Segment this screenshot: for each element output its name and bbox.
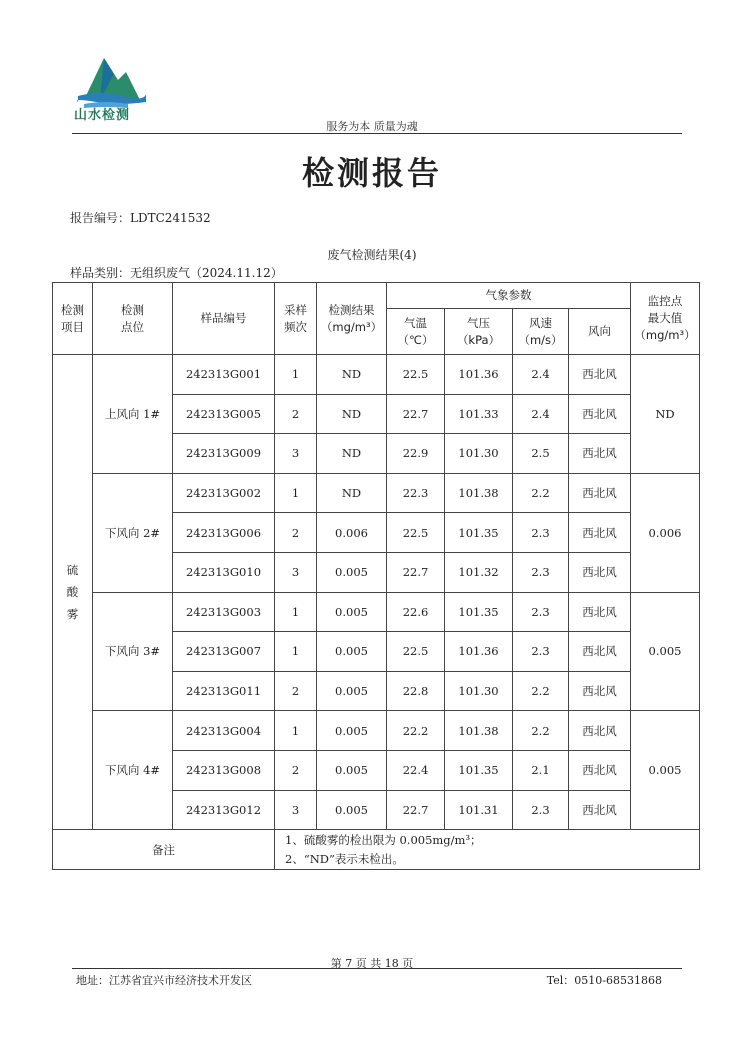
wind-speed-cell: 2.2 <box>513 671 569 711</box>
footer-tel: Tel：0510-68531868 <box>546 974 662 987</box>
result-cell: 0.006 <box>317 513 387 553</box>
wind-speed-cell: 2.3 <box>513 552 569 592</box>
notes-content <box>275 830 700 870</box>
point-cell: 上风向 1# <box>93 355 173 474</box>
wind-dir-cell: 西北风 <box>569 671 631 711</box>
point-cell: 下风向 2# <box>93 473 173 592</box>
frequency-cell: 2 <box>275 513 317 553</box>
table-title: 废气检测结果(4) <box>327 248 417 262</box>
result-cell: ND <box>317 355 387 395</box>
result-cell: 0.005 <box>317 711 387 751</box>
header-frequency: 采样 频次 <box>275 283 317 355</box>
pressure-cell: 101.33 <box>445 394 513 434</box>
sample-no-cell: 242313G005 <box>173 394 275 434</box>
page-title: 检测报告 <box>301 154 442 192</box>
temp-cell: 22.5 <box>387 355 445 395</box>
pressure-cell: 101.35 <box>445 513 513 553</box>
wind-speed-cell: 2.3 <box>513 632 569 672</box>
point-cell: 下风向 3# <box>93 592 173 711</box>
temp-cell: 22.2 <box>387 711 445 751</box>
pressure-cell: 101.38 <box>445 711 513 751</box>
pressure-cell: 101.36 <box>445 355 513 395</box>
sample-no-cell: 242313G008 <box>173 750 275 790</box>
sample-category: 样品类别：无组织废气（2024.11.12） <box>70 266 283 280</box>
footer-divider <box>72 968 682 969</box>
header-temp: 气温 （℃） <box>387 309 445 355</box>
report-number <box>70 209 211 226</box>
sample-no-cell: 242313G004 <box>173 711 275 751</box>
pressure-cell: 101.30 <box>445 671 513 711</box>
wind-speed-cell: 2.4 <box>513 355 569 395</box>
note-line: 2、“ND”表示未检出。 <box>285 851 404 866</box>
frequency-cell: 1 <box>275 592 317 632</box>
sample-no-cell: 242313G011 <box>173 671 275 711</box>
report-number-value: LDTC241532 <box>130 211 211 225</box>
result-cell: 0.005 <box>317 750 387 790</box>
header-point: 检测 点位 <box>93 283 173 355</box>
pressure-cell: 101.35 <box>445 750 513 790</box>
wind-dir-cell: 西北风 <box>569 355 631 395</box>
temp-cell: 22.7 <box>387 394 445 434</box>
sample-no-cell: 242313G007 <box>173 632 275 672</box>
point-cell: 下风向 4# <box>93 711 173 830</box>
report-number-label: 报告编号： <box>70 211 131 225</box>
sample-no-cell: 242313G009 <box>173 434 275 474</box>
max-cell: 0.005 <box>631 711 700 830</box>
wind-dir-cell: 西北风 <box>569 790 631 830</box>
wind-speed-cell: 2.5 <box>513 434 569 474</box>
temp-cell: 22.9 <box>387 434 445 474</box>
frequency-cell: 3 <box>275 790 317 830</box>
logo-text: 山水检测 <box>74 108 131 123</box>
temp-cell: 22.7 <box>387 790 445 830</box>
wind-dir-cell: 西北风 <box>569 632 631 672</box>
motto: 服务为本 质量为魂 <box>326 120 418 133</box>
sample-no-cell: 242313G001 <box>173 355 275 395</box>
header-divider <box>72 133 682 134</box>
pollutant-cell: 硫 酸 雾 <box>53 355 93 830</box>
temp-cell: 22.5 <box>387 632 445 672</box>
pressure-cell: 101.35 <box>445 592 513 632</box>
frequency-cell: 1 <box>275 355 317 395</box>
frequency-cell: 2 <box>275 750 317 790</box>
sample-no-cell: 242313G010 <box>173 552 275 592</box>
page-number: 第 7 页 共 18 页 <box>330 957 414 970</box>
temp-cell: 22.8 <box>387 671 445 711</box>
max-cell: 0.005 <box>631 592 700 711</box>
wind-speed-cell: 2.3 <box>513 513 569 553</box>
frequency-cell: 3 <box>275 434 317 474</box>
table-body <box>53 355 700 870</box>
result-cell: 0.005 <box>317 552 387 592</box>
table-row <box>53 592 700 632</box>
notes-row <box>53 830 700 870</box>
sample-no-cell: 242313G006 <box>173 513 275 553</box>
table-row <box>53 355 700 395</box>
header-result: 检测结果 （mg/m³） <box>317 283 387 355</box>
wind-speed-cell: 2.3 <box>513 790 569 830</box>
sample-no-cell: 242313G012 <box>173 790 275 830</box>
table-row <box>53 473 700 513</box>
header-item: 检测 项目 <box>53 283 93 355</box>
header-sample-no: 样品编号 <box>173 283 275 355</box>
header-meteo: 气象参数 <box>387 283 631 309</box>
frequency-cell: 2 <box>275 671 317 711</box>
temp-cell: 22.5 <box>387 513 445 553</box>
frequency-cell: 1 <box>275 711 317 751</box>
max-cell: 0.006 <box>631 473 700 592</box>
wind-speed-cell: 2.2 <box>513 711 569 751</box>
footer-address: 地址：江苏省宜兴市经济技术开发区 <box>76 974 252 987</box>
wind-dir-cell: 西北风 <box>569 513 631 553</box>
wind-dir-cell: 西北风 <box>569 394 631 434</box>
pressure-cell: 101.36 <box>445 632 513 672</box>
temp-cell: 22.6 <box>387 592 445 632</box>
temp-cell: 22.4 <box>387 750 445 790</box>
notes-label: 备注 <box>53 830 275 870</box>
header-wind-speed: 风速 （m/s） <box>513 309 569 355</box>
result-cell: ND <box>317 473 387 513</box>
result-cell: 0.005 <box>317 790 387 830</box>
pressure-cell: 101.30 <box>445 434 513 474</box>
header-wind-dir: 风向 <box>569 309 631 355</box>
wind-speed-cell: 2.2 <box>513 473 569 513</box>
wind-dir-cell: 西北风 <box>569 473 631 513</box>
sample-no-cell: 242313G002 <box>173 473 275 513</box>
result-cell: 0.005 <box>317 592 387 632</box>
wind-dir-cell: 西北风 <box>569 750 631 790</box>
result-cell: 0.005 <box>317 632 387 672</box>
pressure-cell: 101.32 <box>445 552 513 592</box>
header-max: 监控点 最大值 （mg/m³） <box>631 283 700 355</box>
header-pressure: 气压 （kPa） <box>445 309 513 355</box>
pressure-cell: 101.38 <box>445 473 513 513</box>
result-cell: ND <box>317 394 387 434</box>
temp-cell: 22.7 <box>387 552 445 592</box>
temp-cell: 22.3 <box>387 473 445 513</box>
table-row <box>53 711 700 751</box>
frequency-cell: 1 <box>275 632 317 672</box>
wind-speed-cell: 2.3 <box>513 592 569 632</box>
pressure-cell: 101.31 <box>445 790 513 830</box>
max-cell: ND <box>631 355 700 474</box>
frequency-cell: 2 <box>275 394 317 434</box>
result-cell: 0.005 <box>317 671 387 711</box>
wind-dir-cell: 西北风 <box>569 711 631 751</box>
sample-no-cell: 242313G003 <box>173 592 275 632</box>
wind-dir-cell: 西北风 <box>569 434 631 474</box>
results-table <box>52 282 700 870</box>
result-cell: ND <box>317 434 387 474</box>
wind-dir-cell: 西北风 <box>569 592 631 632</box>
note-line: 1、硫酸雾的检出限为 0.005mg/m³； <box>285 832 482 847</box>
wind-speed-cell: 2.4 <box>513 394 569 434</box>
wind-dir-cell: 西北风 <box>569 552 631 592</box>
wind-speed-cell: 2.1 <box>513 750 569 790</box>
frequency-cell: 1 <box>275 473 317 513</box>
frequency-cell: 3 <box>275 552 317 592</box>
